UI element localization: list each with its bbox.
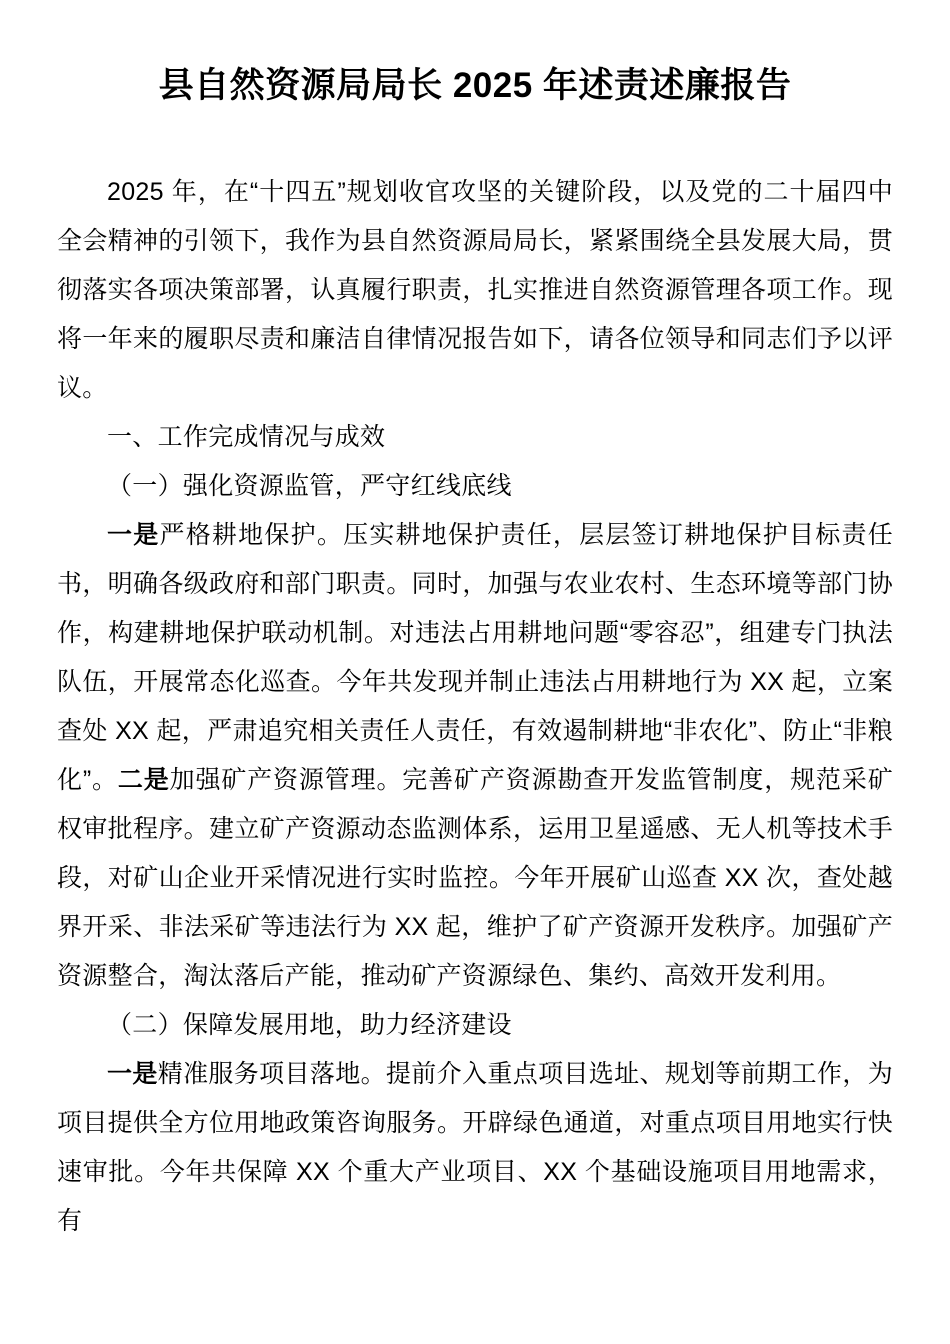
paragraph-land-service [57, 1050, 893, 1246]
list-marker-second: 二是 [117, 766, 170, 794]
list-marker-first: 一是 [107, 1060, 158, 1088]
document-title: 县自然资源局局长 2025 年述责述廉报告 [158, 66, 792, 105]
list-marker-first: 一是 [107, 521, 160, 549]
text-run-mineral-management: 加强矿产资源管理。完善矿产资源勘查开发监管制度，规范采矿权审批程序。建立矿产资源动态监测体系，运用卫星遥感、无人机等技术手段，对矿山企业开采情况进行实时监控。今年开展矿山巡查 XX 次，查处越界开采、非法采矿等违法行为 XX 起，维护了矿产资源开发秩序。加强矿产资源整合，淘汰落后产能，推动矿产资源绿色、集约、高效开发利用。 [57, 766, 893, 990]
subsection-1-2-heading: （二）保障发展用地，助力经济建设 [107, 1011, 512, 1039]
text-run-project-service: 精准服务项目落地。提前介入重点项目选址、规划等前期工作，为项目提供全方位用地政策咨询服务。开辟绿色通道，对重点项目用地实行快速审批。今年共保障 XX 个重大产业项目、XX 个基础设施项目用地需求，有 [57, 1060, 893, 1235]
section-1-heading: 一、工作完成情况与成效 [107, 423, 386, 451]
subsection-1-1-heading: （一）强化资源监管，严守红线底线 [107, 472, 512, 500]
paragraph-resource-supervision [57, 511, 893, 1001]
intro-paragraph: 2025 年，在“十四五”规划收官攻坚的关键阶段，以及党的二十届四中全会精神的引领下，我作为县自然资源局局长，紧紧围绕全县发展大局，贯彻落实各项决策部署，认真履行职责，扎实推进自然资源管理各项工作。现将一年来的履职尽责和廉洁自律情况报告如下，请各位领导和同志们予以评议。 [57, 178, 893, 402]
text-run-farmland-protection: 严格耕地保护。压实耕地保护责任，层层签订耕地保护目标责任书，明确各级政府和部门职责。同时，加强与农业农村、生态环境等部门协作，构建耕地保护联动机制。对违法占用耕地问题“零容忍”，组建专门执法队伍，开展常态化巡查。今年共发现并制止违法占用耕地行为 XX 起，立案查处 XX 起，严肃追究相关责任人责任，有效遏制耕地“非农化”、防止“非粮化”。 [57, 521, 893, 794]
